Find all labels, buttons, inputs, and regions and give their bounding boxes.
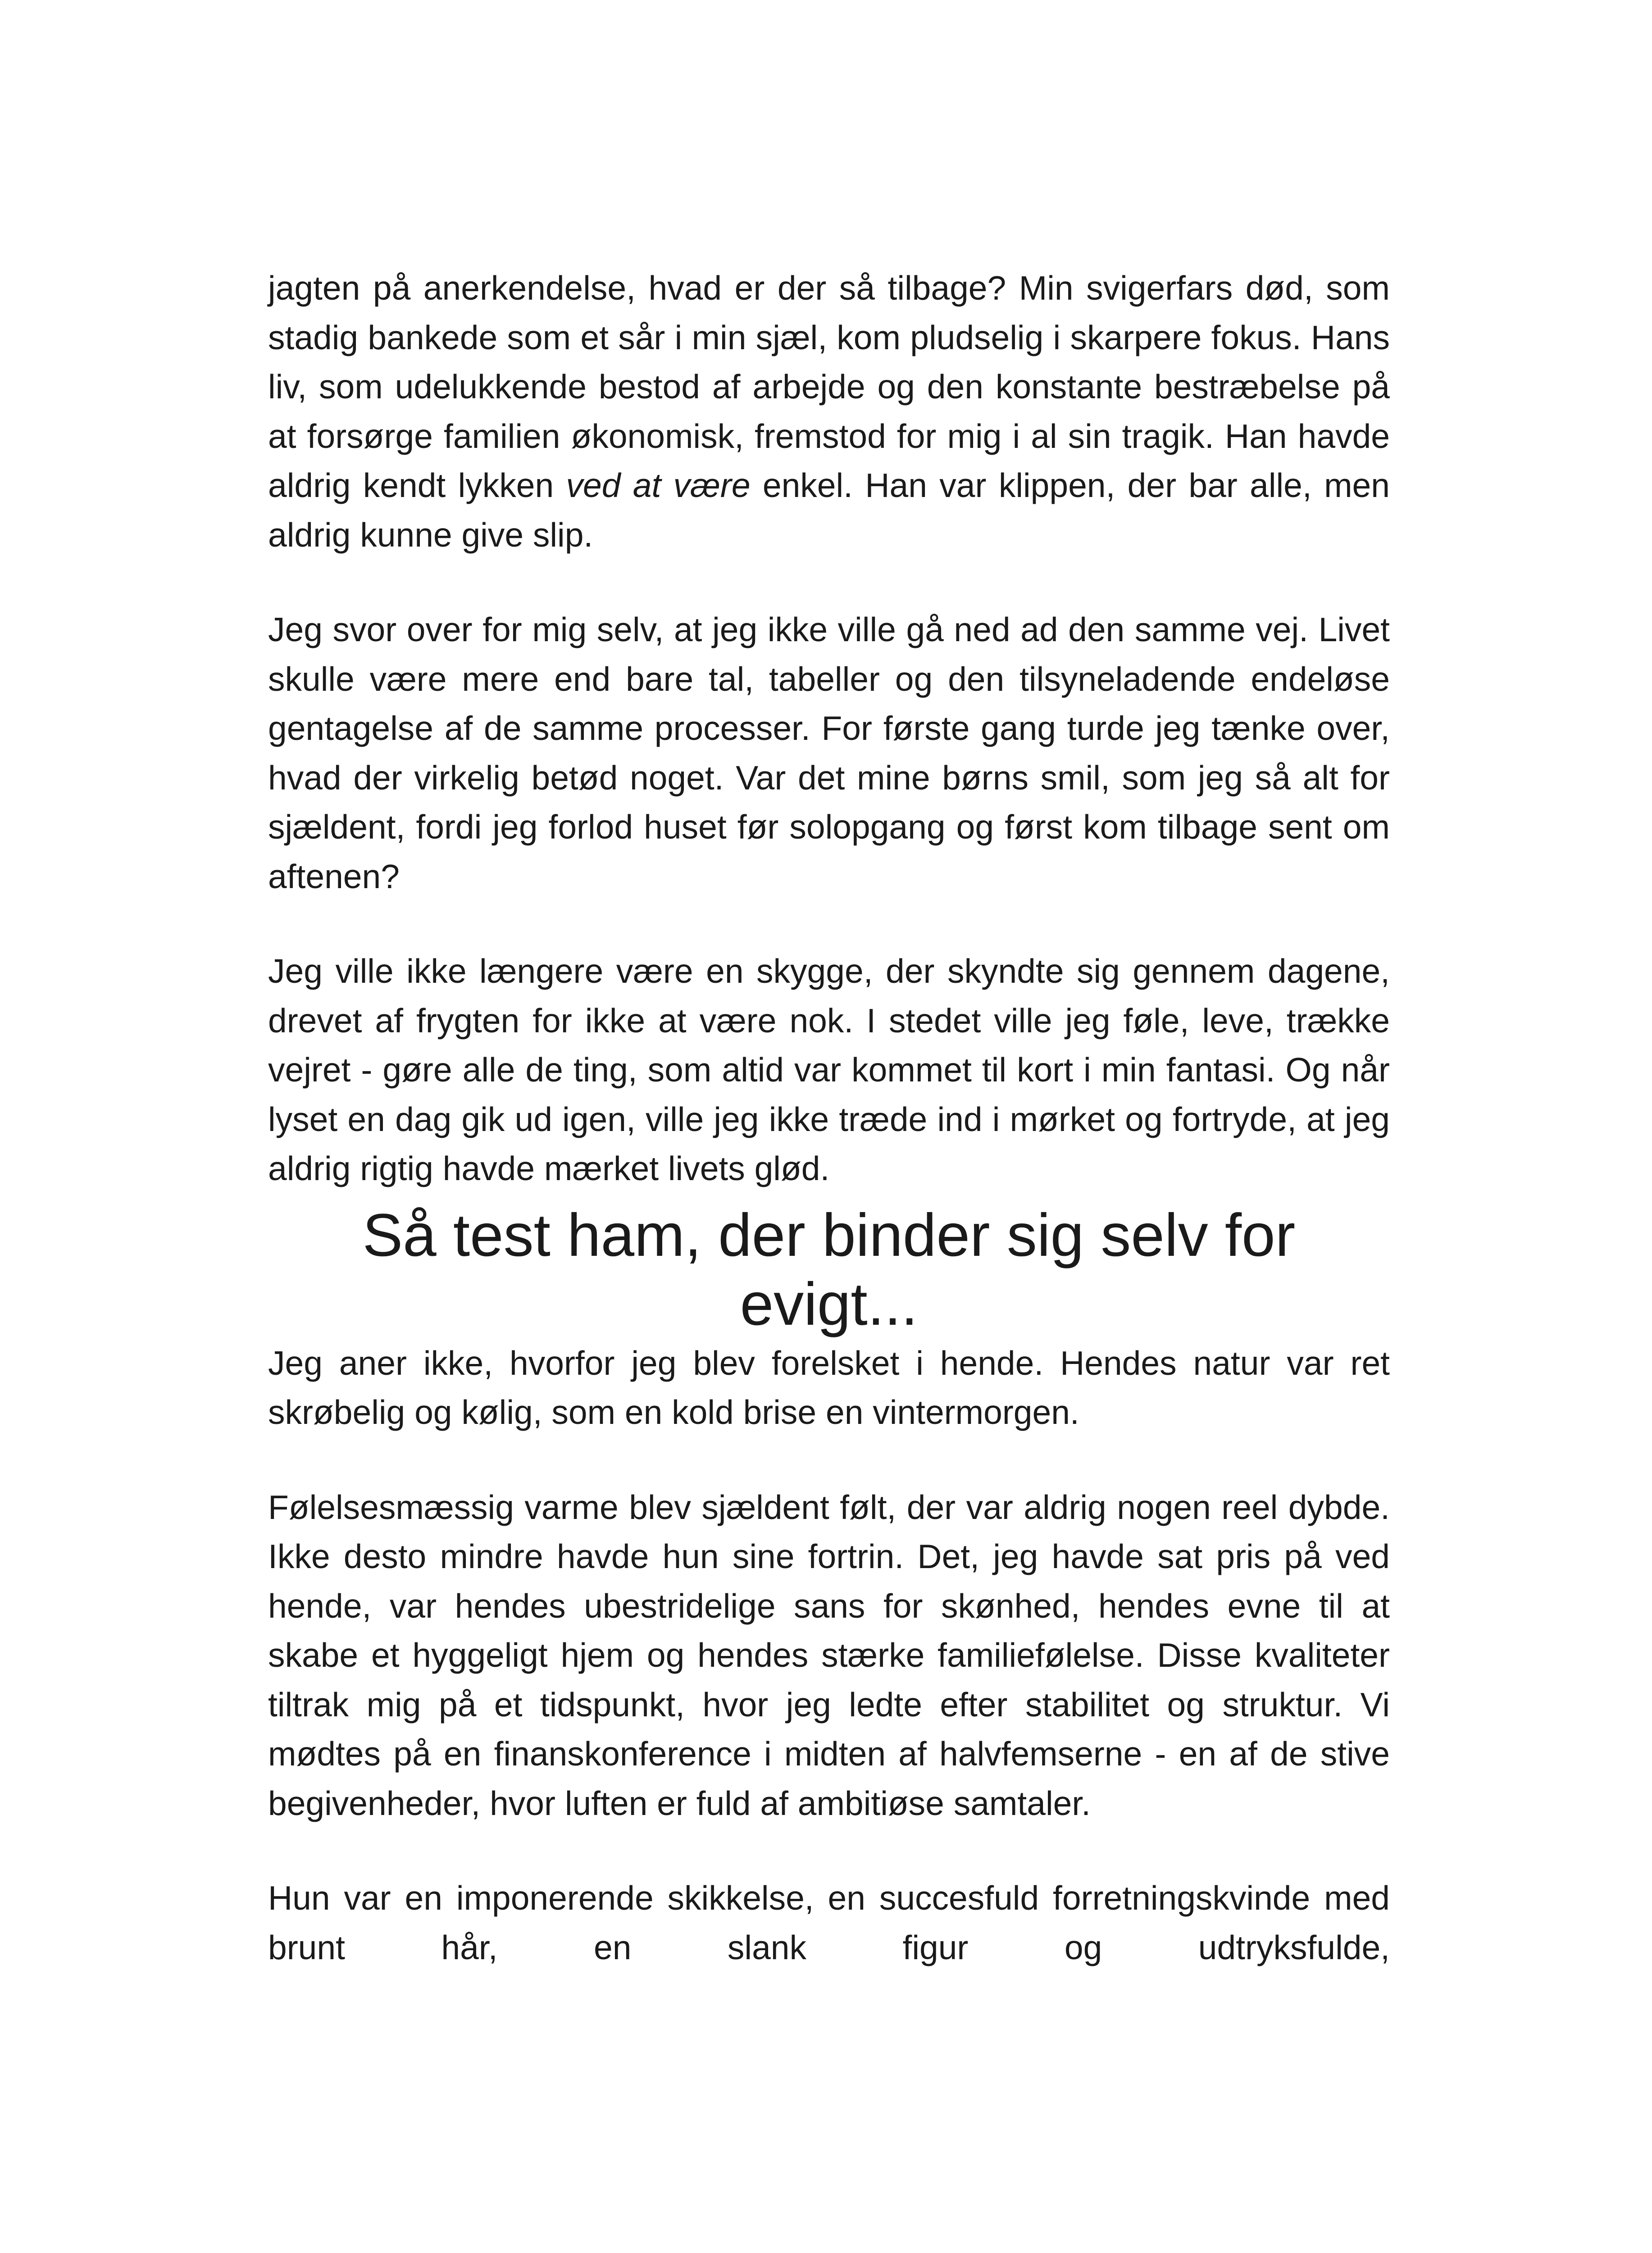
paragraph: Hun var en imponerende skikkelse, en succesfuld forretningskvinde med brunt hår, en slank figur og udtryksfulde, bbox=[268, 1879, 1390, 1966]
paragraph: Jeg ville ikke længere være en skygge, der skyndte sig gennem dagene, drevet af frygten for ikke at være nok. I stedet ville jeg føle, leve, trække vejret - gøre alle de ting, som altid var kommet til kort i min fantasi. Og når lyset en dag gik ud igen, ville jeg ikke træde ind i mørket og fortryde, at jeg aldrig rigtig havde mærket livets glød. bbox=[268, 952, 1390, 1187]
italic-text: ved at være bbox=[566, 466, 751, 504]
paragraph-text: jagten på anerkendelse, hvad er der så tilbage? Min svigerfars død, som stadig bankede som et sår i min sjæl, kom pludselig i skarpere fokus. Hans liv, som udelukkende bestod af arbejde og den konstante bestræbelse på at forsørge familien økonomisk, fremstod for mig i al sin tragik. Han havde aldrig kendt lykken bbox=[268, 269, 1390, 504]
paragraph: Jeg aner ikke, hvorfor jeg blev forelsket i hende. Hendes natur var ret skrøbelig og kølig, som en kold brise en vintermorgen. bbox=[268, 1344, 1390, 1431]
page-body bbox=[268, 264, 1390, 1972]
paragraph bbox=[268, 264, 1390, 560]
paragraph-text: enkel. Han var klippen, der bar alle, men aldrig kunne give slip. bbox=[268, 466, 1390, 554]
paragraph: Følelsesmæssig varme blev sjældent følt, der var aldrig nogen reel dybde. Ikke desto mindre havde hun sine fortrin. Det, jeg havde sat pris på ved hende, var hendes ubestridelige sans for skønhed, hendes evne til at skabe et hyggeligt hjem og hendes stærke familiefølelse. Disse kvaliteter tiltrak mig på et tidspunkt, hvor jeg ledte efter stabilitet og struktur. Vi mødtes på en finanskonference i midten af halvfemserne - en af de stive begivenheder, hvor luften er fuld af ambitiøse samtaler. bbox=[268, 1488, 1390, 1822]
paragraph: Jeg svor over for mig selv, at jeg ikke ville gå ned ad den samme vej. Livet skulle være mere end bare tal, tabeller og den tilsyneladende endeløse gentagelse af de samme processer. For første gang turde jeg tænke over, hvad der virkelig betød noget. Var det mine børns smil, som jeg så alt for sjældent, fordi jeg forlod huset før solopgang og først kom tilbage sent om aftenen? bbox=[268, 611, 1390, 895]
section-heading: Så test ham, der binder sig selv for evigt... bbox=[362, 1201, 1296, 1338]
